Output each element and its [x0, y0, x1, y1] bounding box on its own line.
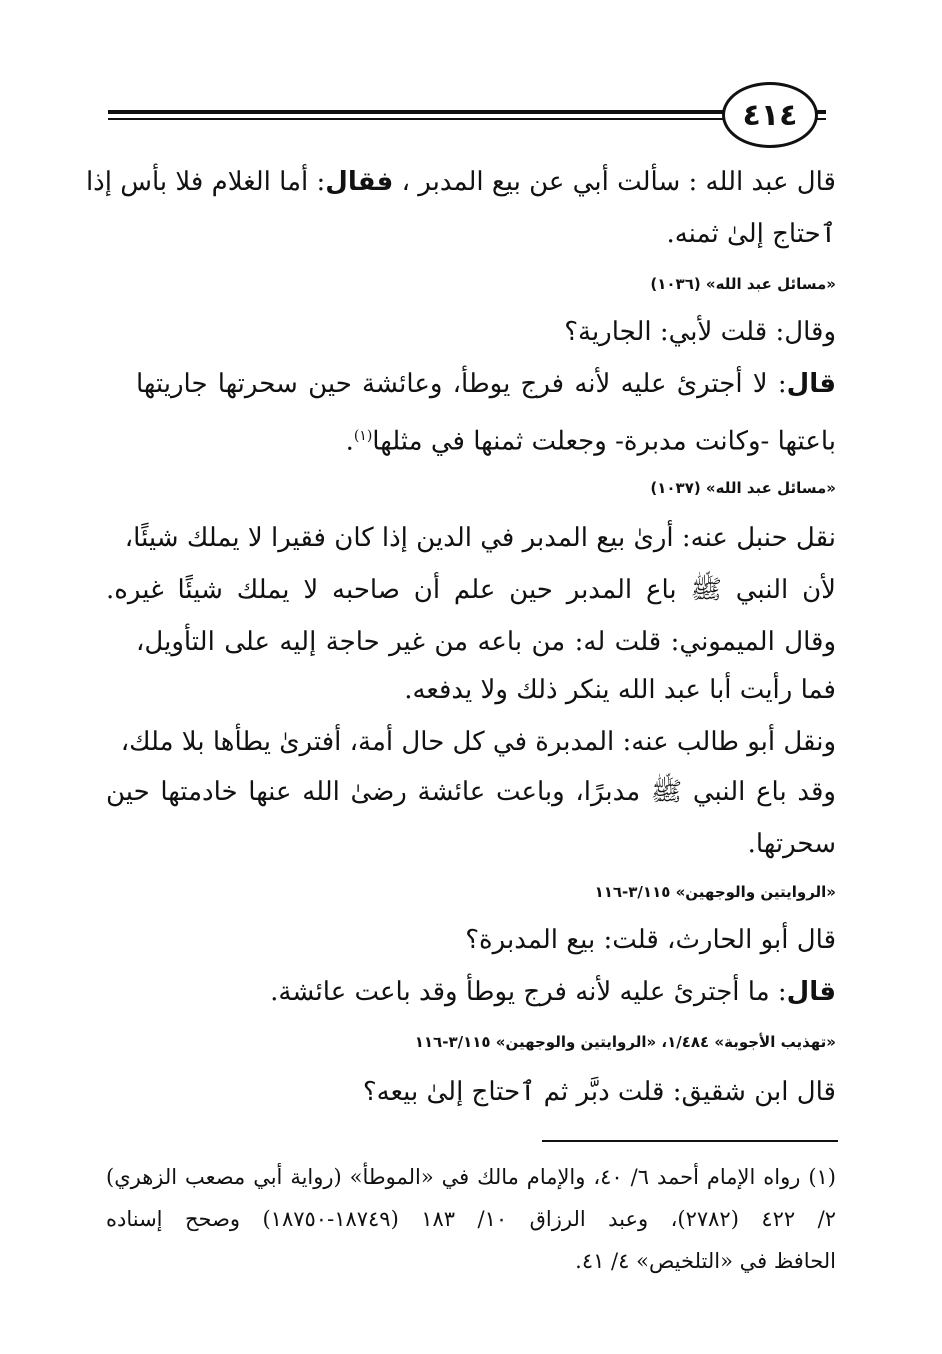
- paragraph-line: قال: لا أجترئ عليه لأنه فرج يوطأ، وعائشة حين سحرتها جاريتها: [136, 369, 836, 399]
- paragraph-line: لأن النبي ﷺ باع المدبر حين علم أن صاحبه لا يملك شيئًا غيره.: [106, 575, 836, 605]
- source-citation: «الروايتين والوجهين» ٣/١١٥-١١٦: [594, 883, 836, 901]
- paragraph-line: ٱحتاج إلىٰ ثمنه.: [666, 219, 836, 249]
- source-citation: «مسائل عبد الله» (١٠٣٦): [650, 275, 836, 293]
- paragraph-line: فما رأيت أبا عبد الله ينكر ذلك ولا يدفعه.: [404, 675, 836, 705]
- source-citation: «تهذيب الأجوبة» ١/٤٨٤، «الروايتين والوجهين» ٣/١١٥-١١٦: [414, 1033, 836, 1051]
- paragraph-line: قال عبد الله : سألت أبي عن بيع المدبر ، فقال: أما الغلام فلا بأس إذا: [85, 167, 836, 197]
- footnote-reference[interactable]: (١): [353, 428, 373, 444]
- footnote-line: ٢/ ٤٢٢ (٢٧٨٢)، وعبد الرزاق ١٠/ ١٨٣ (١٨٧٤٩-١٨٧٥٠) وصحح إسناده: [106, 1207, 836, 1231]
- paragraph-line: قال أبو الحارث، قلت: بيع المدبرة؟: [465, 925, 836, 955]
- paragraph-line: نقل حنبل عنه: أرىٰ بيع المدبر في الدين إذا كان فقيرا لا يملك شيئًا،: [124, 523, 836, 553]
- paragraph-line: وقال الميموني: قلت له: من باعه من غير حاجة إليه على التأويل،: [136, 627, 836, 657]
- footnote-line: الحافظ في «التلخيص» ٤/ ٤١.: [575, 1249, 836, 1273]
- footnote-line: (١) رواه الإمام أحمد ٦/ ٤٠، والإمام مالك في «الموطأ» (رواية أبي مصعب الزهري): [106, 1165, 836, 1189]
- paragraph-line: باعتها -وكانت مدبرة- وجعلت ثمنها في مثلها$^{(١)}$.: [345, 426, 836, 457]
- header-rule: [108, 110, 826, 114]
- paragraph-line: ونقل أبو طالب عنه: المدبرة في كل حال أمة، أفترىٰ يطأها بلا ملك،: [120, 727, 836, 757]
- paragraph-line: وقد باع النبي ﷺ مدبرًا، وباعت عائشة رضىٰ الله عنها خادمتها حين: [106, 777, 836, 807]
- header-rule-thin: [108, 118, 826, 120]
- page-number: ٤١٤: [722, 82, 818, 148]
- paragraph-line: وقال: قلت لأبي: الجارية؟: [564, 317, 836, 347]
- source-citation: «مسائل عبد الله» (١٠٣٧): [650, 479, 836, 497]
- paragraph-line: سحرتها.: [747, 829, 836, 859]
- paragraph-line: قال ابن شقيق: قلت دبَّر ثم ٱحتاج إلىٰ بيعه؟: [362, 1077, 836, 1107]
- footnote-separator: [542, 1140, 838, 1142]
- paragraph-line: قال: ما أجترئ عليه لأنه فرج يوطأ وقد باعت عائشة.: [270, 977, 836, 1007]
